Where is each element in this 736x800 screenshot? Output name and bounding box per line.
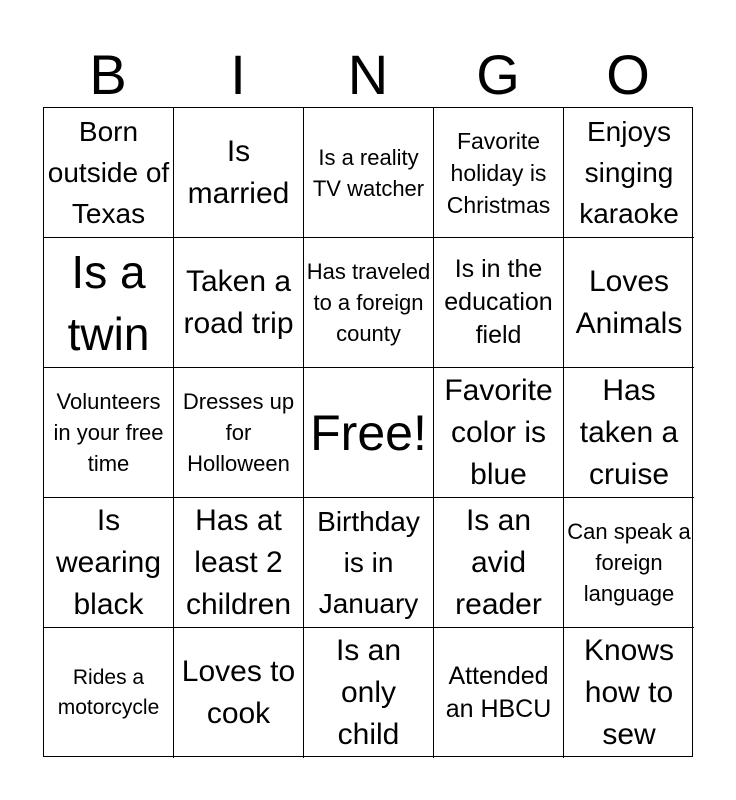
cell-text: Volunteers in your free time bbox=[53, 389, 164, 476]
cell-text: Attended an HBCU bbox=[445, 662, 552, 723]
bingo-cell[interactable] bbox=[174, 628, 304, 758]
cell-text: Born outside of Texas bbox=[47, 116, 170, 229]
bingo-cell[interactable] bbox=[44, 628, 174, 758]
cell-text: Has at least 2 children bbox=[185, 503, 292, 621]
bingo-cell[interactable] bbox=[434, 628, 564, 758]
cell-text: Can speak a foreign language bbox=[567, 519, 691, 606]
bingo-cell[interactable] bbox=[304, 498, 434, 628]
bingo-cell[interactable] bbox=[44, 498, 174, 628]
bingo-cell[interactable] bbox=[174, 498, 304, 628]
cell-text: Favorite holiday is Christmas bbox=[446, 127, 551, 218]
bingo-header bbox=[43, 42, 693, 108]
bingo-cell[interactable] bbox=[434, 498, 564, 628]
bingo-cell[interactable] bbox=[434, 368, 564, 498]
bingo-cell[interactable] bbox=[564, 368, 694, 498]
bingo-cell[interactable] bbox=[304, 238, 434, 368]
bingo-cell[interactable] bbox=[564, 628, 694, 758]
cell-text: Is an avid reader bbox=[455, 503, 542, 621]
cell-text: Is a twin bbox=[67, 245, 150, 360]
cell-text: Is married bbox=[187, 134, 290, 210]
cell-text: Has traveled to a foreign county bbox=[306, 259, 431, 346]
cell-text: Is a reality TV watcher bbox=[312, 144, 425, 201]
header-letter-i: I bbox=[230, 43, 246, 106]
cell-text: Birthday is in January bbox=[317, 506, 420, 619]
bingo-cell[interactable] bbox=[564, 108, 694, 238]
cell-text: Is in the education field bbox=[444, 255, 553, 349]
bingo-cell[interactable] bbox=[564, 498, 694, 628]
cell-text: Loves to cook bbox=[181, 655, 296, 730]
header-letter-n: N bbox=[347, 43, 389, 106]
cell-text: Has taken a cruise bbox=[579, 373, 679, 491]
header-letter-b: B bbox=[89, 43, 127, 106]
bingo-cell[interactable] bbox=[44, 238, 174, 368]
bingo-cell[interactable] bbox=[174, 368, 304, 498]
cell-text: Rides a motorcycle bbox=[57, 666, 160, 719]
bingo-cell[interactable] bbox=[44, 108, 174, 238]
cell-text: Enjoys singing karaoke bbox=[579, 116, 679, 229]
bingo-cell[interactable] bbox=[564, 238, 694, 368]
cell-text: Favorite color is blue bbox=[444, 373, 553, 491]
cell-text: Loves Animals bbox=[575, 264, 683, 340]
cell-text: Free! bbox=[310, 404, 427, 461]
bingo-cell[interactable] bbox=[434, 238, 564, 368]
bingo-cell[interactable] bbox=[304, 108, 434, 238]
bingo-cell[interactable] bbox=[174, 238, 304, 368]
header-letter-g: G bbox=[476, 43, 520, 106]
bingo-cell[interactable] bbox=[434, 108, 564, 238]
bingo-cell[interactable] bbox=[304, 628, 434, 758]
header-letter-o: O bbox=[606, 43, 650, 106]
cell-text: Is an only child bbox=[335, 634, 402, 751]
cell-text: Dresses up for Holloween bbox=[182, 389, 295, 476]
bingo-board bbox=[43, 107, 693, 757]
free-space[interactable] bbox=[304, 368, 434, 498]
bingo-cell[interactable] bbox=[174, 108, 304, 238]
cell-text: Taken a road trip bbox=[183, 264, 294, 340]
cell-text: Is wearing black bbox=[55, 503, 162, 621]
bingo-cell[interactable] bbox=[44, 368, 174, 498]
cell-text: Knows how to sew bbox=[583, 634, 675, 751]
